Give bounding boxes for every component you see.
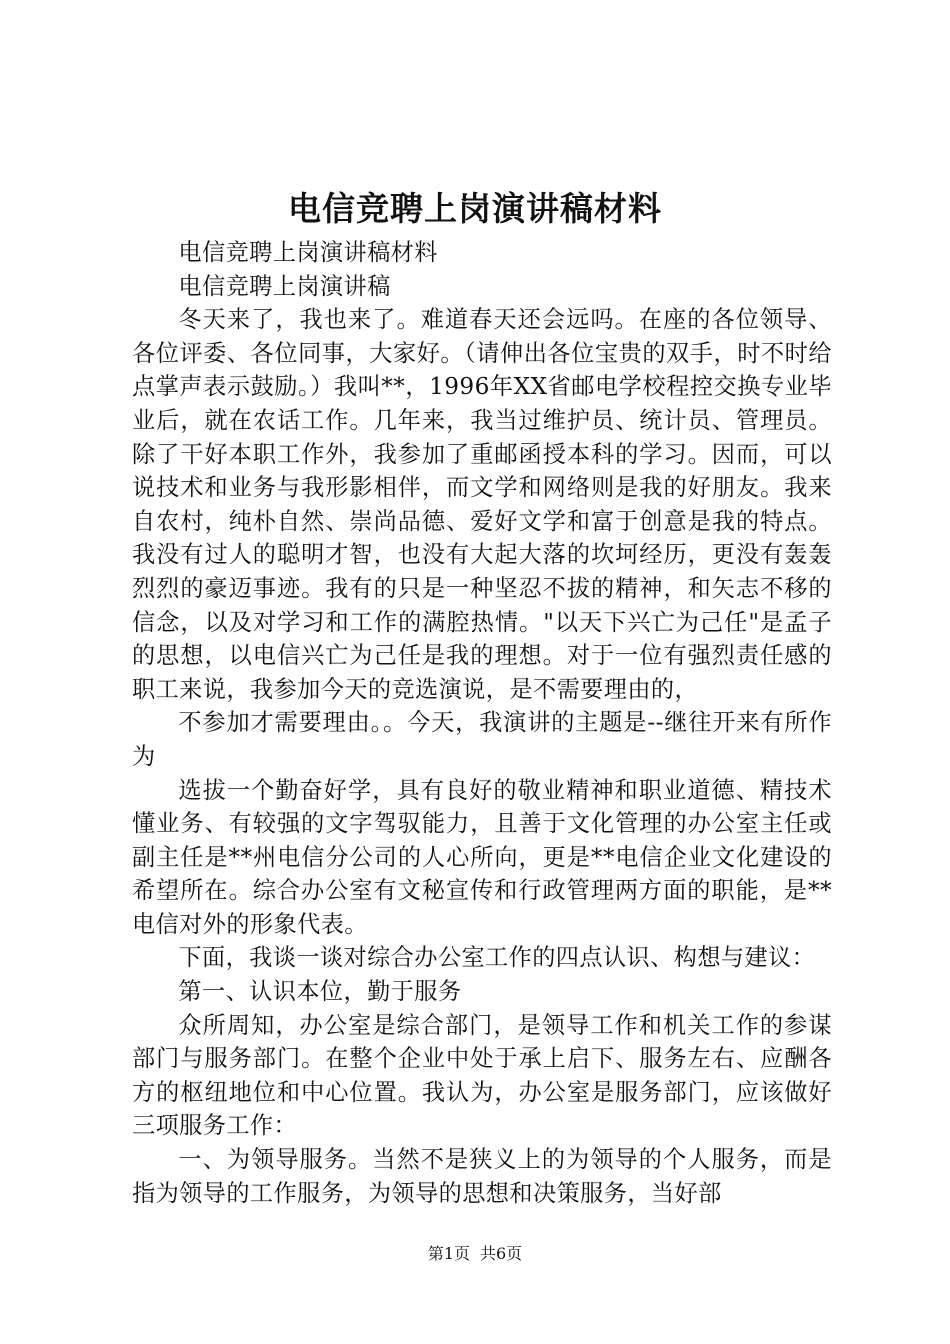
- page-total: 共6页: [480, 1244, 523, 1263]
- page-number: 第1页: [427, 1244, 470, 1263]
- paragraph-selection: 选拔一个勤奋好学，具有良好的敬业精神和职业道德、精技术懂业务、有较强的文字驾驭能力，且善于文化管理的办公室主任或副主任是**州电信分公司的人心所向，更是**电信企业文化建设的希望所在。综合办公室有文秘宣传和行政管理两方面的职能，是**电信对外的形象代表。: [132, 776, 832, 938]
- paragraph-introduction: 冬天来了，我也来了。难道春天还会远吗。在座的各位领导、各位评委、各位同事，大家好。（请伸出各位宝贵的双手，时不时给点掌声表示鼓励。）我叫**，1996年XX省邮电学校程控交换专业毕业后，就在农话工作。几年来，我当过维护员、统计员、管理员。除了干好本职工作外，我参加了重邮函授本科的学习。因而，可以说技术和业务与我形影相伴，而文学和网络则是我的好朋友。我来自农村，纯朴自然、崇尚品德、爱好文学和富于创意是我的特点。我没有过人的聪明才智，也没有大起大落的坎坷经历，更没有轰轰烈烈的豪迈事迹。我有的只是一种坚忍不拔的精神，和矢志不移的信念，以及对学习和工作的满腔热情。"以天下兴亡为己任"是孟子的思想，以电信兴亡为己任是我的理想。对于一位有强烈责任感的职工来说，我参加今天的竞选演说，是不需要理由的，: [132, 306, 832, 703]
- paragraph-theme: 不参加才需要理由。。今天，我演讲的主题是--继往开来有所作为: [132, 709, 832, 770]
- paragraph-proposal-intro: 下面，我谈一谈对综合办公室工作的四点认识、构想与建议：: [178, 944, 816, 972]
- paragraph-serve-leaders: 一、为领导服务。当然不是狭义上的为领导的个人服务，而是指为领导的工作服务，为领导的思想和决策服务，当好部: [132, 1146, 832, 1207]
- paragraph-office-role: 众所周知，办公室是综合部门，是领导工作和机关工作的参谋部门与服务部门。在整个企业中处于承上启下、服务左右、应酬各方的枢纽地位和中心位置。我认为，办公室是服务部门，应该做好三项服务工作：: [132, 1011, 832, 1140]
- document-body: [132, 236, 832, 1210]
- paragraph-subtitle-1: 电信竞聘上岗演讲稿材料: [178, 239, 438, 266]
- paragraph-subtitle-2: 电信竞聘上岗演讲稿: [178, 272, 391, 300]
- document-title: 电信竞聘上岗演讲稿材料: [288, 189, 662, 228]
- paragraph-section-heading: 第一、认识本位，勤于服务: [178, 978, 462, 1006]
- page-footer: [0, 1243, 950, 1265]
